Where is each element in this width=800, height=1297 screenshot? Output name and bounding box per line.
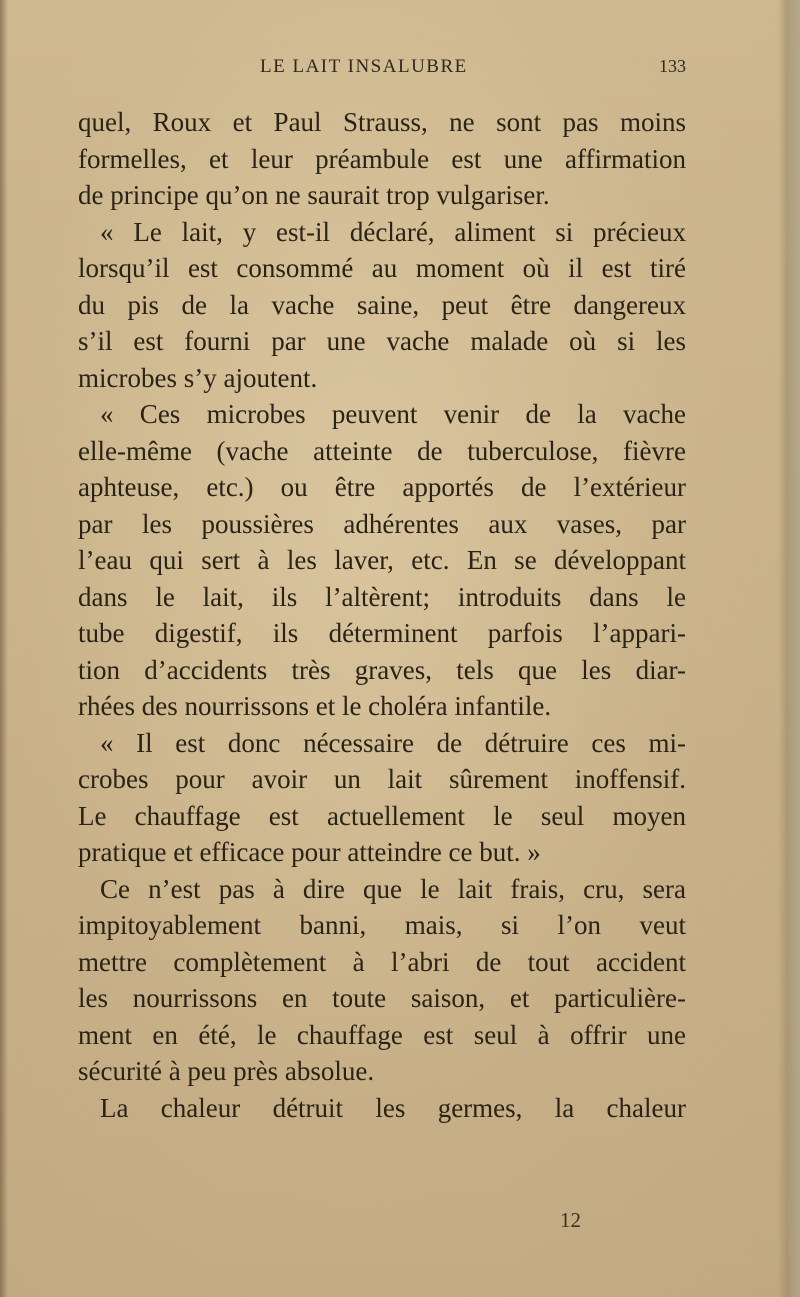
page-left-shadow (0, 0, 8, 1297)
running-title: LE LAIT INSALUBRE (260, 56, 468, 77)
text-line: par les poussières adhérentes aux vases, par (78, 508, 686, 539)
text-line: quel, Roux et Paul Strauss, ne sont pas moins (78, 107, 686, 137)
text-line: rhées des nourrissons et le choléra infantile. (78, 691, 552, 721)
text-line: crobes pour avoir un lait sûrement inoffensif. (78, 764, 686, 794)
text-line: pratique et efficace pour atteindre ce but. » (78, 837, 541, 867)
page-right-edge (778, 0, 800, 1297)
text-line: de principe qu’on ne saurait trop vulgariser. (78, 180, 550, 210)
text-line: elle-même (vache atteinte de tuberculose, fièvre (78, 435, 686, 466)
page-header (78, 56, 686, 86)
text-line: formelles, et leur préambule est une affirmation (78, 143, 686, 174)
text-line: l’eau qui sert à les laver, etc. En se développant (78, 545, 686, 575)
text-line: La chaleur détruit les germes, la chaleur (100, 1092, 686, 1123)
text-line: « Il est donc nécessaire de détruire ces mi- (100, 727, 686, 758)
text-line: s’il est fourni par une vache malade où si les (78, 326, 686, 356)
text-line: aphteuse, etc.) ou être apportés de l’extérieur (78, 472, 686, 502)
text-line: mettre complètement à l’abri de tout accident (78, 946, 686, 977)
body-text (78, 104, 686, 1126)
text-line: ment en été, le chauffage est seul à offrir une (78, 1019, 686, 1050)
text-line: impitoyablement banni, mais, si l’on veut (78, 910, 686, 940)
text-line: « Le lait, y est-il déclaré, aliment si précieux (100, 216, 686, 247)
signature-mark: 12 (560, 1208, 581, 1232)
text-line: sécurité à peu près absolue. (78, 1056, 375, 1086)
text-line: microbes s’y ajoutent. (78, 362, 318, 393)
text-line: « Ces microbes peuvent venir de la vache (100, 399, 686, 429)
text-line: les nourrissons en toute saison, et particulière- (78, 983, 686, 1013)
text-line: tion d’accidents très graves, tels que les diar- (78, 654, 686, 685)
text-line: du pis de la vache saine, peut être dangereux (78, 289, 686, 320)
text-line: lorsqu’il est consommé au moment où il est tiré (78, 253, 686, 283)
page-number: 133 (659, 56, 686, 76)
text-line: Le chauffage est actuellement le seul moyen (78, 800, 686, 831)
text-line: dans le lait, ils l’altèrent; introduits dans le (78, 581, 686, 612)
text-line: tube digestif, ils déterminent parfois l’appari- (78, 618, 686, 648)
text-line: Ce n’est pas à dire que le lait frais, cru, sera (100, 873, 686, 904)
